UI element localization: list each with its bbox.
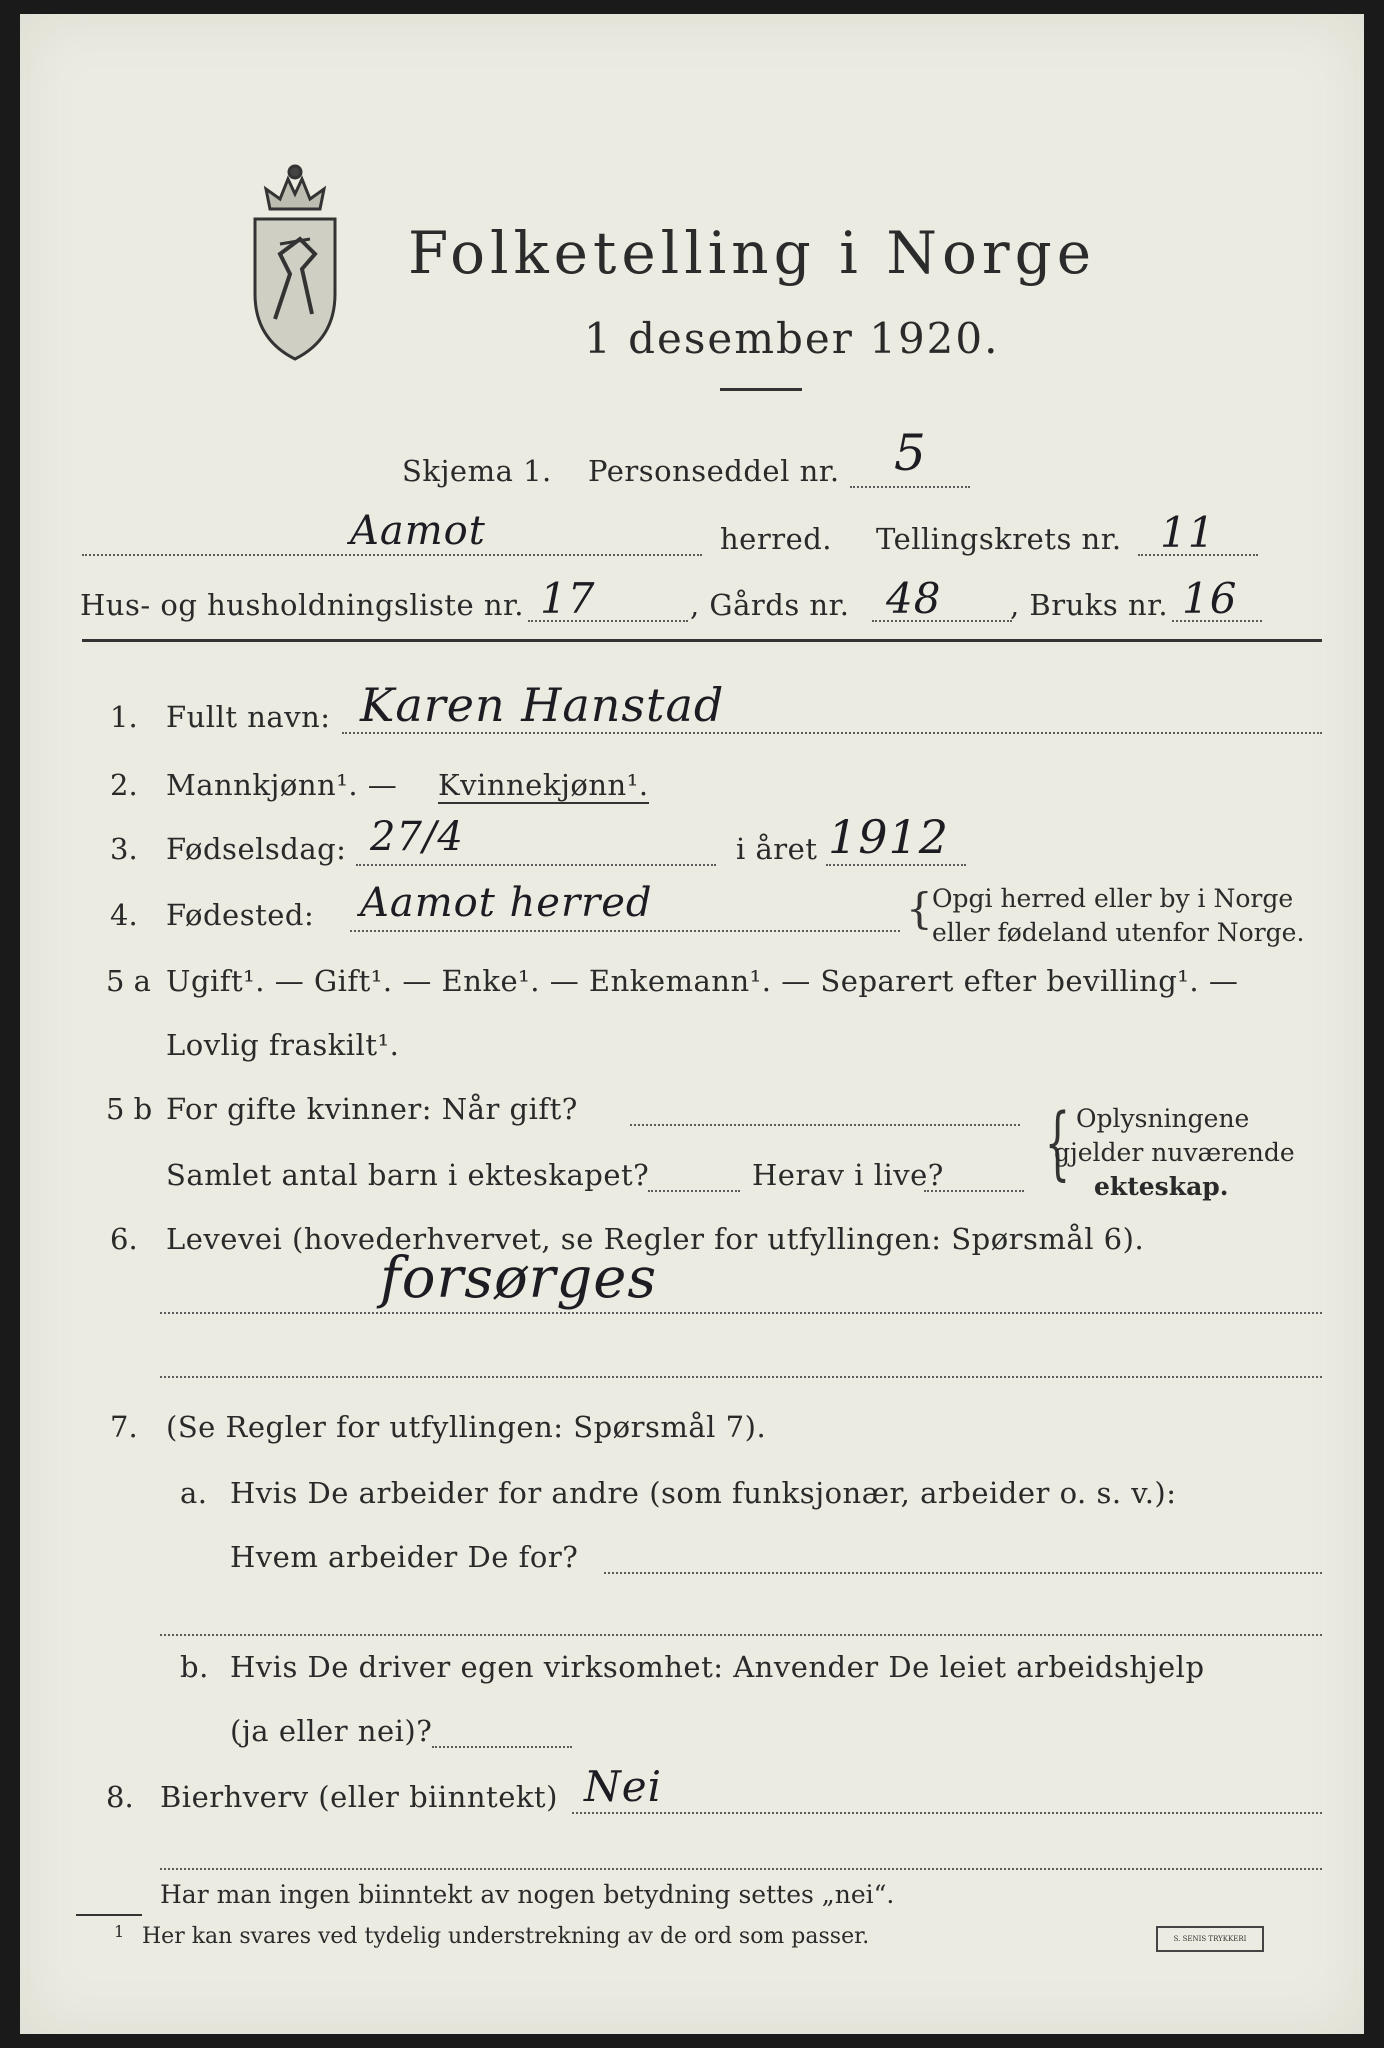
bruks-label: , Bruks nr.: [1010, 588, 1169, 622]
printer-stamp: S. SENIS TRYKKERI: [1156, 1926, 1264, 1952]
q5b-note-line3: ekteskap.: [1094, 1172, 1229, 1201]
q7b-number: b.: [180, 1650, 209, 1684]
q5a-line2: Lovlig fraskilt¹.: [166, 1028, 400, 1062]
q6-label: Levevei (hovederhvervet, se Regler for utfyllingen: Spørsmål 6).: [166, 1222, 1145, 1256]
form-title: Folketelling i Norge: [408, 219, 1097, 287]
q4-label: Fødested:: [166, 898, 315, 932]
q8-number: 8.: [106, 1780, 134, 1814]
q7-number: 7.: [110, 1410, 138, 1444]
q7a-line2: Hvem arbeider De for?: [230, 1540, 579, 1574]
q1-label: Fullt navn:: [166, 700, 331, 734]
q7b-line1: Hvis De driver egen virksomhet: Anvender De leiet arbeidshjelp: [230, 1650, 1205, 1684]
q5b-note-line2: gjelder nuværende: [1054, 1138, 1295, 1167]
herred-label: herred.: [720, 522, 833, 556]
q7b-line2: (ja eller nei)?: [230, 1714, 433, 1748]
q2-number: 2.: [110, 768, 138, 802]
q5b-line1: For gifte kvinner: Når gift?: [166, 1092, 578, 1126]
q3-number: 3.: [110, 832, 138, 866]
q1-number: 1.: [110, 700, 138, 734]
q1-full-name: Karen Hanstad: [360, 678, 725, 732]
q5a-line1: Ugift¹. — Gift¹. — Enke¹. — Enkemann¹. — Separert efter bevilling¹. —: [166, 964, 1239, 998]
bruks-value: 16: [1182, 574, 1238, 623]
q2-text-mann: Mannkjønn¹. —: [166, 768, 398, 802]
nei-note: Har man ingen biinntekt av nogen betydning settes „nei“.: [160, 1880, 895, 1909]
q5b-number: 5 b: [106, 1092, 153, 1126]
q8-label: Bierhverv (eller biinntekt): [160, 1780, 558, 1814]
census-form: Folketelling i Norge 1 desember 1920. Skjema 1. Personseddel nr. 5 Aamot herred. Tellingskrets nr. 11 Hus- og husholdningsliste nr. 17 , Gårds nr. 48 , Bruks nr. 16 1. Fullt navn: Karen Hanstad 2. Mannkjønn¹. — Kvinnekjønn¹. 3. Fødselsdag: 27/4 i året 1912 4. Fødested: Aamot herred { Opgi herred eller by i Norge eller fødeland utenfor Norge. 5 a Ugift¹. — Gift¹. — Enke¹. — Enkemann¹. — Separert efter bevilling¹. — Lovlig fraskilt¹. 5 b For gifte kvinner: Når gift? Samlet antal barn i ekteskapet? Herav i live? { Oplysningene gjelder nuværende ekteskap. 6. Levevei (hovederhvervet, se Regler for utfyllingen: Spørsmål 6). forsørges 7. (Se Regler for utfyllingen: Spørsmål 7). a. Hvis De arbeider for andre (som funksjonær, arbeider o. s. v.): Hvem arbeider De for? b. Hvis De driver egen virksomhet: Anvender De leiet arbeidshjelp (ja eller nei)? 8. Bierhverv (eller biinntekt) Nei Har man ingen biinntekt av nogen betydning settes „nei“. 1 Her kan svares ved tydelig understrekning av de ord som passer. S. SENIS TRYKKERI: [20, 14, 1364, 2034]
header-divider: [82, 639, 1322, 642]
q4-number: 4.: [110, 898, 138, 932]
q4-note-line1: Opgi herred eller by i Norge: [932, 884, 1294, 913]
footnote-mark: 1: [114, 1922, 125, 1941]
skjema-label: Skjema 1.: [402, 454, 552, 488]
q5b-note-line1: Oplysningene: [1076, 1104, 1250, 1133]
q5a-number: 5 a: [106, 964, 151, 998]
q3-label: Fødselsdag:: [166, 832, 347, 866]
personseddel-value: 5: [894, 424, 927, 482]
herred-value: Aamot: [350, 508, 486, 554]
husholdningsliste-label: Hus- og husholdningsliste nr.: [80, 588, 524, 622]
q6-occupation: forsørges: [380, 1246, 658, 1311]
q7a-line1: Hvis De arbeider for andre (som funksjonær, arbeider o. s. v.):: [230, 1476, 1177, 1510]
gards-label: , Gårds nr.: [690, 588, 850, 622]
q2-text-kvinne-underlined: Kvinnekjønn¹.: [438, 768, 649, 802]
q8-value: Nei: [584, 1762, 663, 1811]
q5b-line2a: Samlet antal barn i ekteskapet?: [166, 1158, 650, 1192]
q7-label: (Se Regler for utfyllingen: Spørsmål 7).: [166, 1410, 767, 1444]
tellingskrets-label: Tellingskrets nr.: [876, 522, 1122, 556]
q7a-number: a.: [180, 1476, 208, 1510]
title-divider: [720, 388, 802, 391]
tellingskrets-value: 11: [1160, 508, 1216, 557]
q4-birthplace: Aamot herred: [360, 880, 653, 926]
personseddel-label: Personseddel nr.: [588, 454, 840, 488]
gards-value: 48: [886, 574, 942, 623]
husholdningsliste-value: 17: [540, 574, 596, 623]
q4-note-line2: eller fødeland utenfor Norge.: [932, 918, 1305, 947]
q3-birthday: 27/4: [370, 814, 464, 860]
coat-of-arms-icon: [240, 154, 350, 364]
q3-year-label: i året: [736, 832, 818, 866]
q3-year: 1912: [828, 810, 950, 864]
footnote-text: Her kan svares ved tydelig understrekning av de ord som passer.: [142, 1924, 870, 1949]
census-date: 1 desember 1920.: [584, 314, 1000, 363]
q6-number: 6.: [110, 1222, 138, 1256]
q5b-line2b: Herav i live?: [752, 1158, 944, 1192]
